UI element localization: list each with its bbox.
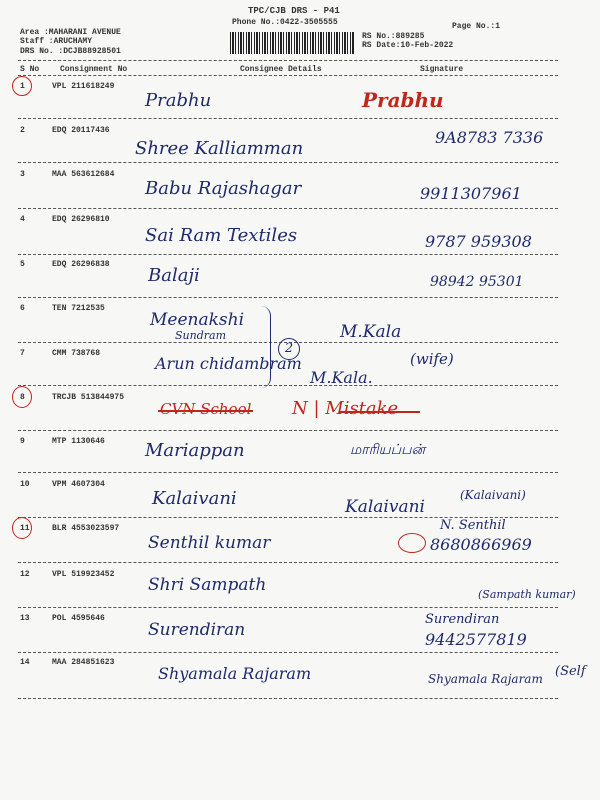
signature-note: (Kalaivani)	[460, 488, 526, 502]
signature-phone: 9A8783 7336	[435, 128, 544, 147]
consignee-name: Balaji	[148, 265, 200, 286]
consignment-no: EDQ 26296810	[52, 215, 110, 224]
strikethrough	[340, 411, 420, 413]
barcode	[230, 32, 355, 54]
area-label: Area :MAHARANI AVENUE	[20, 28, 121, 37]
signature-name: M.Kala	[340, 322, 402, 342]
row-sno: 9	[20, 437, 25, 446]
consignee-name: Shree Kalliamman	[135, 138, 304, 159]
row-sno: 5	[20, 260, 25, 269]
col-sno: S No	[20, 65, 40, 74]
consignee-name: Prabhu	[145, 90, 212, 111]
consignee-name: Shyamala Rajaram	[158, 664, 312, 683]
drs-number: DRS No. :DCJB88928501	[20, 47, 121, 56]
consignee-name: Shri Sampath	[148, 575, 267, 595]
signature-name: M.Kala.	[310, 368, 373, 387]
consignee-name: Surendiran	[148, 620, 246, 640]
signature-phone: 9911307961	[420, 184, 522, 203]
row-sno: 8	[20, 393, 25, 402]
consignee-name-line2: Sundram	[175, 329, 226, 342]
red-circle-mark	[12, 76, 32, 96]
red-scribble-mark	[398, 533, 426, 553]
signature-phone: 8680866969	[430, 535, 532, 554]
consignment-no: VPM 4607304	[52, 480, 105, 489]
red-circle-mark	[12, 517, 32, 539]
strikethrough	[158, 410, 253, 412]
consignee-name: CVN School	[160, 400, 252, 418]
col-signature: Signature	[420, 65, 464, 74]
consignment-no: CMM 738768	[52, 349, 101, 358]
row-sno: 12	[20, 570, 30, 579]
row-sno: 14	[20, 658, 30, 667]
signature-name: Kalaivani	[345, 497, 425, 517]
consignment-no: VPL 211618249	[52, 82, 115, 91]
consignment-no: TRCJB 513844975	[52, 393, 125, 402]
rs-number: RS No.:889285	[362, 32, 425, 41]
signature-scribble: Prabhu	[362, 88, 444, 112]
col-consignee: Consignee Details	[240, 65, 322, 74]
row-sno: 13	[20, 614, 30, 623]
consignee-name: Babu Rajashagar	[145, 178, 302, 199]
consignment-no: MAA 563612684	[52, 170, 115, 179]
phone-number: Phone No.:0422-3505555	[232, 18, 338, 27]
consignee-name: Mariappan	[145, 440, 245, 461]
row-sno: 7	[20, 349, 25, 358]
consignment-no: VPL 519923452	[52, 570, 115, 579]
signature-phone: 9442577819	[425, 630, 527, 649]
row-sno: 3	[20, 170, 25, 179]
signature-phone: 9787 959308	[425, 232, 532, 251]
signature-phone: 98942 95301	[430, 274, 524, 290]
col-consignment: Consignment No	[60, 65, 128, 74]
bracket-mark	[258, 306, 271, 388]
red-circle-mark	[12, 386, 32, 408]
row-sno: 10	[20, 480, 30, 489]
signature-name: N. Senthil	[440, 518, 506, 533]
consignee-name: Kalaivani	[152, 488, 237, 509]
signature-name: N | Mistake	[292, 398, 399, 419]
circled-count: 2	[278, 338, 300, 360]
consignee-name: Arun chidambram	[155, 354, 302, 373]
staff-label: Staff :ARUCHAMY	[20, 37, 93, 46]
row-sno: 2	[20, 126, 25, 135]
consignment-no: EDQ 20117436	[52, 126, 110, 135]
signature-name: மாரியப்பன்	[350, 442, 426, 458]
row-sno: 1	[20, 82, 25, 91]
consignment-no: TEN 7212535	[52, 304, 105, 313]
consignment-no: MTP 1130646	[52, 437, 105, 446]
consignment-no: BLR 4553023597	[52, 524, 120, 533]
consignment-no: POL 4595646	[52, 614, 105, 623]
consignee-name: Senthil kumar	[148, 533, 271, 553]
row-sno: 4	[20, 215, 25, 224]
signature-note: (wife)	[410, 350, 454, 368]
consignee-name: Sai Ram Textiles	[145, 225, 298, 246]
signature-name: Surendiran	[425, 612, 500, 627]
row-sno: 11	[20, 524, 30, 533]
page-number: Page No.:1	[452, 22, 501, 31]
consignment-no: EDQ 26296838	[52, 260, 110, 269]
signature-note: (Sampath kumar)	[478, 588, 576, 601]
consignment-no: MAA 284851623	[52, 658, 115, 667]
signature-name: Shyamala Rajaram	[428, 672, 543, 686]
row-sno: 6	[20, 304, 25, 313]
consignee-name: Meenakshi	[150, 310, 245, 330]
sheet-title: TPC/CJB DRS - P41	[248, 6, 340, 16]
rs-date: RS Date:10-Feb-2022	[362, 41, 454, 50]
signature-note: (Self	[555, 664, 586, 679]
